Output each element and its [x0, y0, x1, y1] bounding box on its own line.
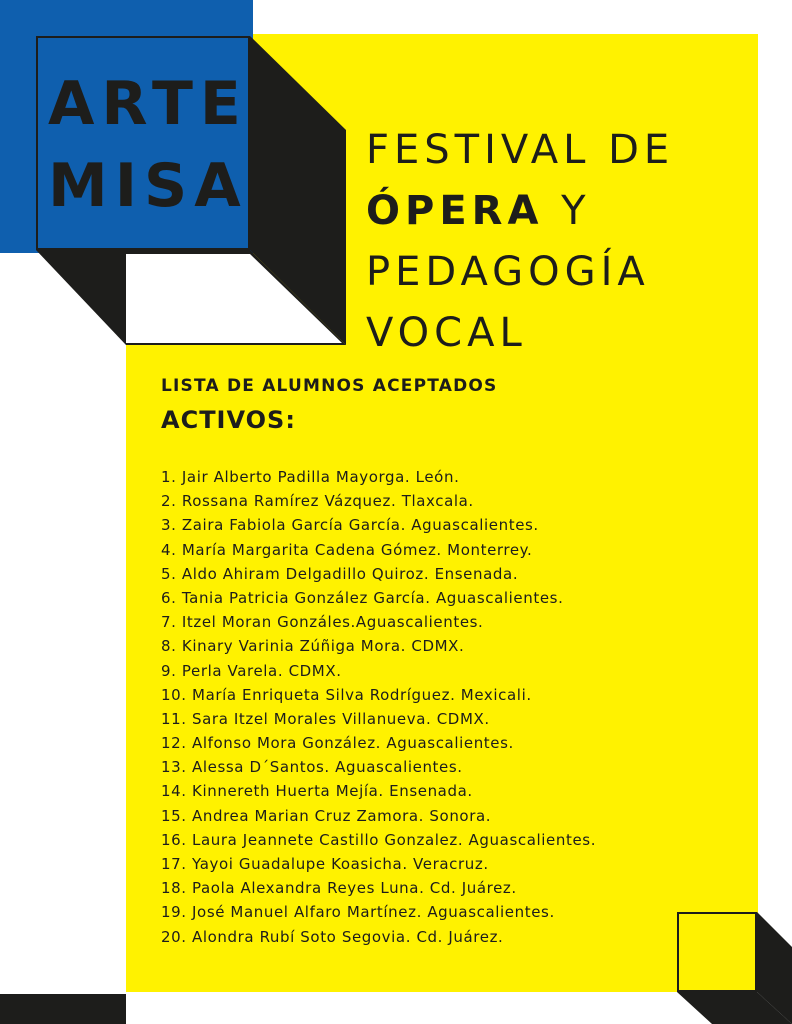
- list-item: 5. Aldo Ahiram Delgadillo Quiroz. Ensenada.: [161, 564, 519, 583]
- list-item: 14. Kinnereth Huerta Mejía. Ensenada.: [161, 782, 473, 801]
- list-item: 12. Alfonso Mora González. Aguascalientes.: [161, 734, 514, 753]
- list-subheading: ACTIVOS:: [161, 406, 296, 434]
- title-line-3: PEDAGOGÍA: [366, 249, 650, 295]
- festival-title: [366, 120, 758, 364]
- corner-outline-square: [677, 912, 757, 992]
- list-item: 16. Laura Jeannete Castillo Gonzalez. Aguascalientes.: [161, 830, 597, 849]
- list-item: 13. Alessa D´Santos. Aguascalientes.: [161, 758, 463, 777]
- list-item: 6. Tania Patricia González García. Aguascalientes.: [161, 588, 564, 607]
- bottom-left-bar: [0, 994, 126, 1024]
- list-heading: LISTA DE ALUMNOS ACEPTADOS: [161, 376, 498, 396]
- list-item: 7. Itzel Moran Gonzáles.Aguascalientes.: [161, 613, 484, 632]
- title-line-2: [366, 181, 758, 242]
- title-y: Y: [543, 188, 591, 234]
- title-line-4: VOCAL: [366, 310, 527, 356]
- list-item: 10. María Enriqueta Silva Rodríguez. Mexicali.: [161, 685, 532, 704]
- student-list: [161, 465, 741, 949]
- list-item: 15. Andrea Marian Cruz Zamora. Sonora.: [161, 806, 492, 825]
- title-opera: ÓPERA: [366, 188, 544, 234]
- list-item: 2. Rossana Ramírez Vázquez. Tlaxcala.: [161, 492, 474, 511]
- logo-outline-square: [36, 36, 250, 250]
- list-item: 17. Yayoi Guadalupe Koasicha. Veracruz.: [161, 855, 489, 873]
- list-item: 19. José Manuel Alfaro Martínez. Aguascalientes.: [161, 903, 555, 922]
- list-item: 8. Kinary Varinia Zúñiga Mora. CDMX.: [161, 637, 465, 656]
- logo-text-misa: MISA: [48, 151, 248, 221]
- list-item: 3. Zaira Fabiola García García. Aguascalientes.: [161, 516, 539, 535]
- list-item: 1. Jair Alberto Padilla Mayorga. León.: [161, 468, 460, 486]
- list-item: 4. María Margarita Cadena Gómez. Monterrey.: [161, 540, 533, 559]
- title-line-1: FESTIVAL DE: [366, 127, 675, 173]
- list-item: 9. Perla Varela. CDMX.: [161, 661, 342, 680]
- list-item: 20. Alondra Rubí Soto Segovia. Cd. Juárez.: [161, 927, 504, 946]
- list-item: 11. Sara Itzel Morales Villanueva. CDMX.: [161, 709, 490, 728]
- logo-text-arte: ARTE: [48, 69, 248, 139]
- list-item: 18. Paola Alexandra Reyes Luna. Cd. Juárez.: [161, 879, 517, 898]
